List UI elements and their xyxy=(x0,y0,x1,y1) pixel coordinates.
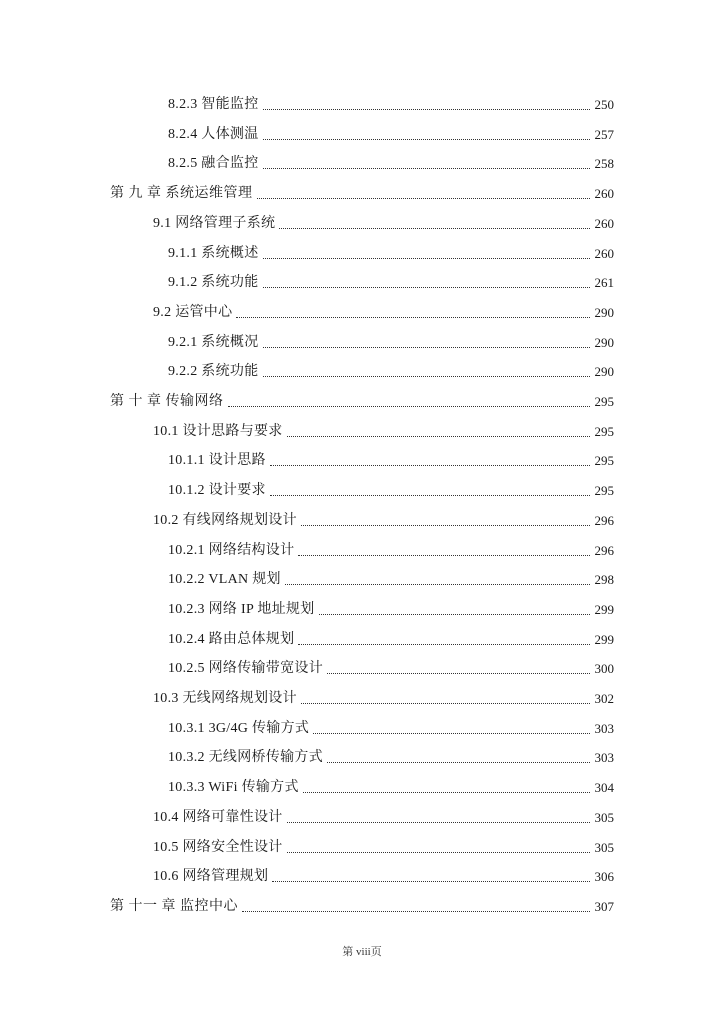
toc-subsection-entry[interactable] xyxy=(168,122,614,144)
toc-entry-title: 10.1 设计思路与要求 xyxy=(153,423,283,439)
toc-section-entry[interactable] xyxy=(153,864,614,886)
toc-entry-page-number: 306 xyxy=(594,869,614,885)
toc-entry-title: 8.2.4 人体测温 xyxy=(168,126,259,142)
toc-entry-page-number: 300 xyxy=(594,661,614,677)
toc-section-entry[interactable] xyxy=(153,419,614,441)
toc-entry-title: 10.3.1 3G/4G 传输方式 xyxy=(168,720,310,736)
toc-chapter-entry[interactable] xyxy=(110,181,614,203)
toc-dot-leader xyxy=(263,139,591,140)
toc-subsection-entry[interactable] xyxy=(168,92,614,114)
toc-chapter-entry[interactable] xyxy=(110,894,614,916)
toc-entry-title: 10.1.2 设计要求 xyxy=(168,483,266,499)
toc-entry-page-number: 296 xyxy=(594,512,614,528)
toc-entry-page-number: 299 xyxy=(594,601,614,617)
toc-entry-title: 10.6 网络管理规划 xyxy=(153,869,269,885)
toc-subsection-entry[interactable] xyxy=(168,359,614,381)
toc-entry-title: 10.5 网络安全性设计 xyxy=(153,839,283,855)
toc-entry-title: 9.1.2 系统功能 xyxy=(168,275,259,291)
toc-entry-page-number: 290 xyxy=(594,304,614,320)
toc-dot-leader xyxy=(279,228,590,229)
toc-entry-title: 第 九 章 系统运维管理 xyxy=(110,186,253,202)
toc-entry-title: 10.3.3 WiFi 传输方式 xyxy=(168,780,299,796)
toc-entry-page-number: 295 xyxy=(594,483,614,499)
toc-entry-page-number: 260 xyxy=(594,215,614,231)
toc-dot-leader xyxy=(263,376,591,377)
toc-entry-title: 9.2 运管中心 xyxy=(153,304,233,320)
toc-dot-leader xyxy=(263,287,591,288)
toc-dot-leader xyxy=(301,703,590,704)
toc-entry-page-number: 260 xyxy=(594,186,614,202)
toc-entry-title: 9.2.1 系统概况 xyxy=(168,334,259,350)
toc-entry-title: 10.1.1 设计思路 xyxy=(168,453,266,469)
toc-subsection-entry[interactable] xyxy=(168,151,614,173)
toc-section-entry[interactable] xyxy=(153,300,614,322)
toc-entry-page-number: 295 xyxy=(594,453,614,469)
toc-subsection-entry[interactable] xyxy=(168,627,614,649)
toc-subsection-entry[interactable] xyxy=(168,656,614,678)
toc-chapter-entry[interactable] xyxy=(110,389,614,411)
toc-dot-leader xyxy=(263,168,591,169)
toc-dot-leader xyxy=(272,881,590,882)
toc-section-entry[interactable] xyxy=(153,508,614,530)
toc-entry-page-number: 302 xyxy=(594,691,614,706)
toc-dot-leader xyxy=(313,733,590,734)
toc-dot-leader xyxy=(228,406,591,407)
toc-dot-leader xyxy=(303,792,590,793)
toc-entry-page-number: 298 xyxy=(594,572,614,588)
toc-dot-leader xyxy=(298,555,590,556)
toc-entry-page-number: 303 xyxy=(594,750,614,766)
toc-subsection-entry[interactable] xyxy=(168,538,614,560)
toc-subsection-entry[interactable] xyxy=(168,448,614,470)
toc-entry-title: 10.2.2 VLAN 规划 xyxy=(168,572,281,588)
toc-entry-page-number: 257 xyxy=(594,126,614,142)
toc-dot-leader xyxy=(287,852,590,853)
toc-entry-page-number: 305 xyxy=(594,809,614,825)
toc-subsection-entry[interactable] xyxy=(168,270,614,292)
toc-section-entry[interactable] xyxy=(153,686,614,708)
toc-entry-page-number: 304 xyxy=(594,780,614,796)
toc-entry-title: 10.2.4 路由总体规划 xyxy=(168,631,295,647)
toc-subsection-entry[interactable] xyxy=(168,330,614,352)
toc-subsection-entry[interactable] xyxy=(168,775,614,797)
toc-entry-title: 8.2.3 智能监控 xyxy=(168,97,259,112)
toc-dot-leader xyxy=(327,762,590,763)
toc-subsection-entry[interactable] xyxy=(168,597,614,619)
toc-section-entry[interactable] xyxy=(153,805,614,827)
toc-dot-leader xyxy=(287,822,590,823)
toc-subsection-entry[interactable] xyxy=(168,241,614,263)
toc-entry-page-number: 250 xyxy=(594,97,614,112)
toc-dot-leader xyxy=(270,495,590,496)
page-footer xyxy=(0,943,724,959)
toc-entry-title: 10.4 网络可靠性设计 xyxy=(153,809,283,825)
toc-entry-title: 9.2.2 系统功能 xyxy=(168,364,259,380)
toc-entry-page-number: 305 xyxy=(594,839,614,855)
toc-dot-leader xyxy=(298,644,590,645)
toc-entry-title: 第 十一 章 监控中心 xyxy=(110,898,238,914)
toc-entry-title: 10.2.5 网络传输带宽设计 xyxy=(168,661,323,677)
toc-subsection-entry[interactable] xyxy=(168,716,614,738)
toc-entry-page-number: 296 xyxy=(594,542,614,558)
toc-subsection-entry[interactable] xyxy=(168,567,614,589)
toc-section-entry[interactable] xyxy=(153,211,614,233)
toc-entry-page-number: 260 xyxy=(594,245,614,261)
toc-entry-page-number: 295 xyxy=(594,394,614,409)
toc-dot-leader xyxy=(327,673,590,674)
toc-entry-title: 9.1.1 系统概述 xyxy=(168,245,259,261)
toc-entry-page-number: 299 xyxy=(594,631,614,647)
toc-entry-title: 第 十 章 传输网络 xyxy=(110,394,224,409)
toc-dot-leader xyxy=(236,317,590,318)
toc-subsection-entry[interactable] xyxy=(168,478,614,500)
toc-entry-page-number: 258 xyxy=(594,156,614,172)
toc-dot-leader xyxy=(301,525,590,526)
toc-entry-page-number: 290 xyxy=(594,364,614,380)
toc-dot-leader xyxy=(287,436,590,437)
toc-dot-leader xyxy=(263,109,591,110)
toc-entry-title: 10.3.2 无线网桥传输方式 xyxy=(168,750,323,766)
toc-entry-page-number: 307 xyxy=(594,898,614,914)
toc-dot-leader xyxy=(257,198,591,199)
toc-section-entry[interactable] xyxy=(153,835,614,857)
toc-entry-page-number: 290 xyxy=(594,334,614,350)
toc-subsection-entry[interactable] xyxy=(168,745,614,767)
toc-entry-title: 10.2 有线网络规划设计 xyxy=(153,512,297,528)
toc-entry-page-number: 261 xyxy=(594,275,614,291)
toc-entry-title: 10.2.3 网络 IP 地址规划 xyxy=(168,601,315,617)
page-number-label: 第 viii页 xyxy=(342,946,382,958)
toc-entry-title: 10.3 无线网络规划设计 xyxy=(153,691,297,706)
toc-dot-leader xyxy=(263,347,591,348)
toc-dot-leader xyxy=(285,584,590,585)
toc-dot-leader xyxy=(270,465,590,466)
toc-dot-leader xyxy=(263,258,591,259)
toc-dot-leader xyxy=(319,614,590,615)
toc-entry-title: 9.1 网络管理子系统 xyxy=(153,215,276,231)
toc-entry-title: 10.2.1 网络结构设计 xyxy=(168,542,295,558)
toc-entry-page-number: 303 xyxy=(594,720,614,736)
toc-dot-leader xyxy=(242,911,590,912)
toc-entry-page-number: 295 xyxy=(594,423,614,439)
toc-entry-title: 8.2.5 融合监控 xyxy=(168,156,259,172)
